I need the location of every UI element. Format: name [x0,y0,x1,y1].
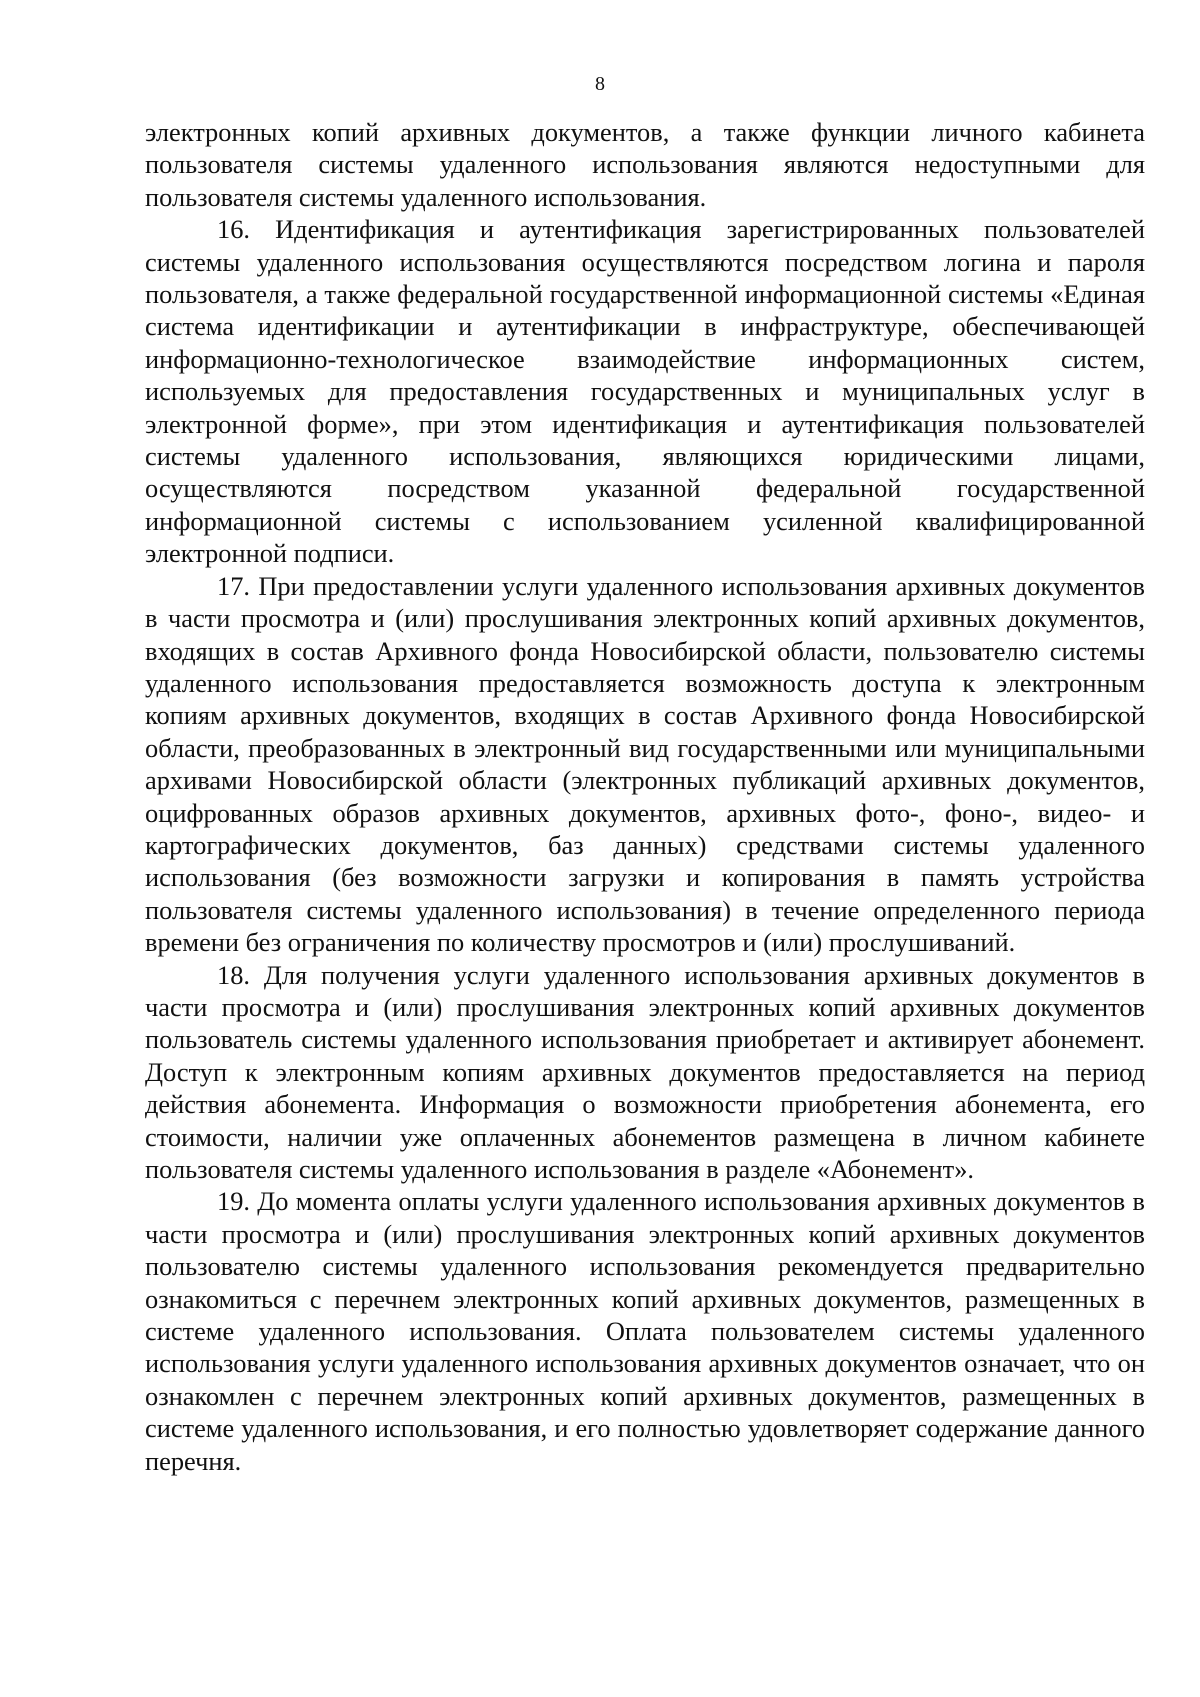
paragraph-continuation: электронных копий архивных документов, а также функции личного кабинета пользователя системы удаленного использования являются недоступными для пользователя системы удаленного использования. [145,117,1145,212]
paragraph-19: 19. До момента оплаты услуги удаленного использования архивных документов в части просмотра и (или) прослушивания электронных копий архивных документов пользователю системы удаленного использования рекомендуется предварительно ознакомиться с перечнем электронных копий архивных документов, размещенных в системе удаленного использования. Оплата пользователем системы удаленного использования услуги удаленного использования архивных документов означает, что он ознакомлен с перечнем электронных копий архивных документов, размещенных в системе удаленного использования, и его полностью удовлетворяет содержание данного перечня. [145,1186,1145,1476]
paragraph-18: 18. Для получения услуги удаленного использования архивных документов в части просмотра и (или) прослушивания электронных копий архивных документов пользователь системы удаленного использования приобретает и активирует абонемент. Доступ к электронным копиям архивных документов предоставляется на период действия абонемента. Информация о возможности приобретения абонемента, его стоимости, наличии уже оплаченных абонементов размещена в личном кабинете пользователя системы удаленного использования в разделе «Абонемент». [145,959,1145,1184]
document-body [145,116,1145,1477]
paragraph-16: 16. Идентификация и аутентификация зарегистрированных пользователей системы удаленного использования осуществляются посредством логина и пароля пользователя, а также федеральной государственной информационной системы «Единая система идентификации и аутентификации в инфраструктуре, обеспечивающей информационно-технологическое взаимодействие информационных систем, используемых для предоставления государственных и муниципальных услуг в электронной форме», при этом идентификация и аутентификация пользователей системы удаленного использования, являющихся юридическими лицами, осуществляются посредством указанной федеральной государственной информационной системы с использованием усиленной квалифицированной электронной подписи. [145,214,1145,569]
page-number: 8 [595,73,605,95]
paragraph-17: 17. При предоставлении услуги удаленного использования архивных документов в части просмотра и (или) прослушивания электронных копий архивных документов, входящих в состав Архивного фонда Новосибирской области, пользователю системы удаленного использования предоставляется возможность доступа к электронным копиям архивных документов, входящих в состав Архивного фонда Новосибирской области, преобразованных в электронный вид государственными или муниципальными архивами Новосибирской области (электронных публикаций архивных документов, оцифрованных образов архивных документов, архивных фото-, фоно-, видео- и картографических документов, баз данных) средствами системы удаленного использования (без возможности загрузки и копирования в память устройства пользователя системы удаленного использования) в течение определенного периода времени без ограничения по количеству просмотров и (или) прослушиваний. [145,570,1145,958]
